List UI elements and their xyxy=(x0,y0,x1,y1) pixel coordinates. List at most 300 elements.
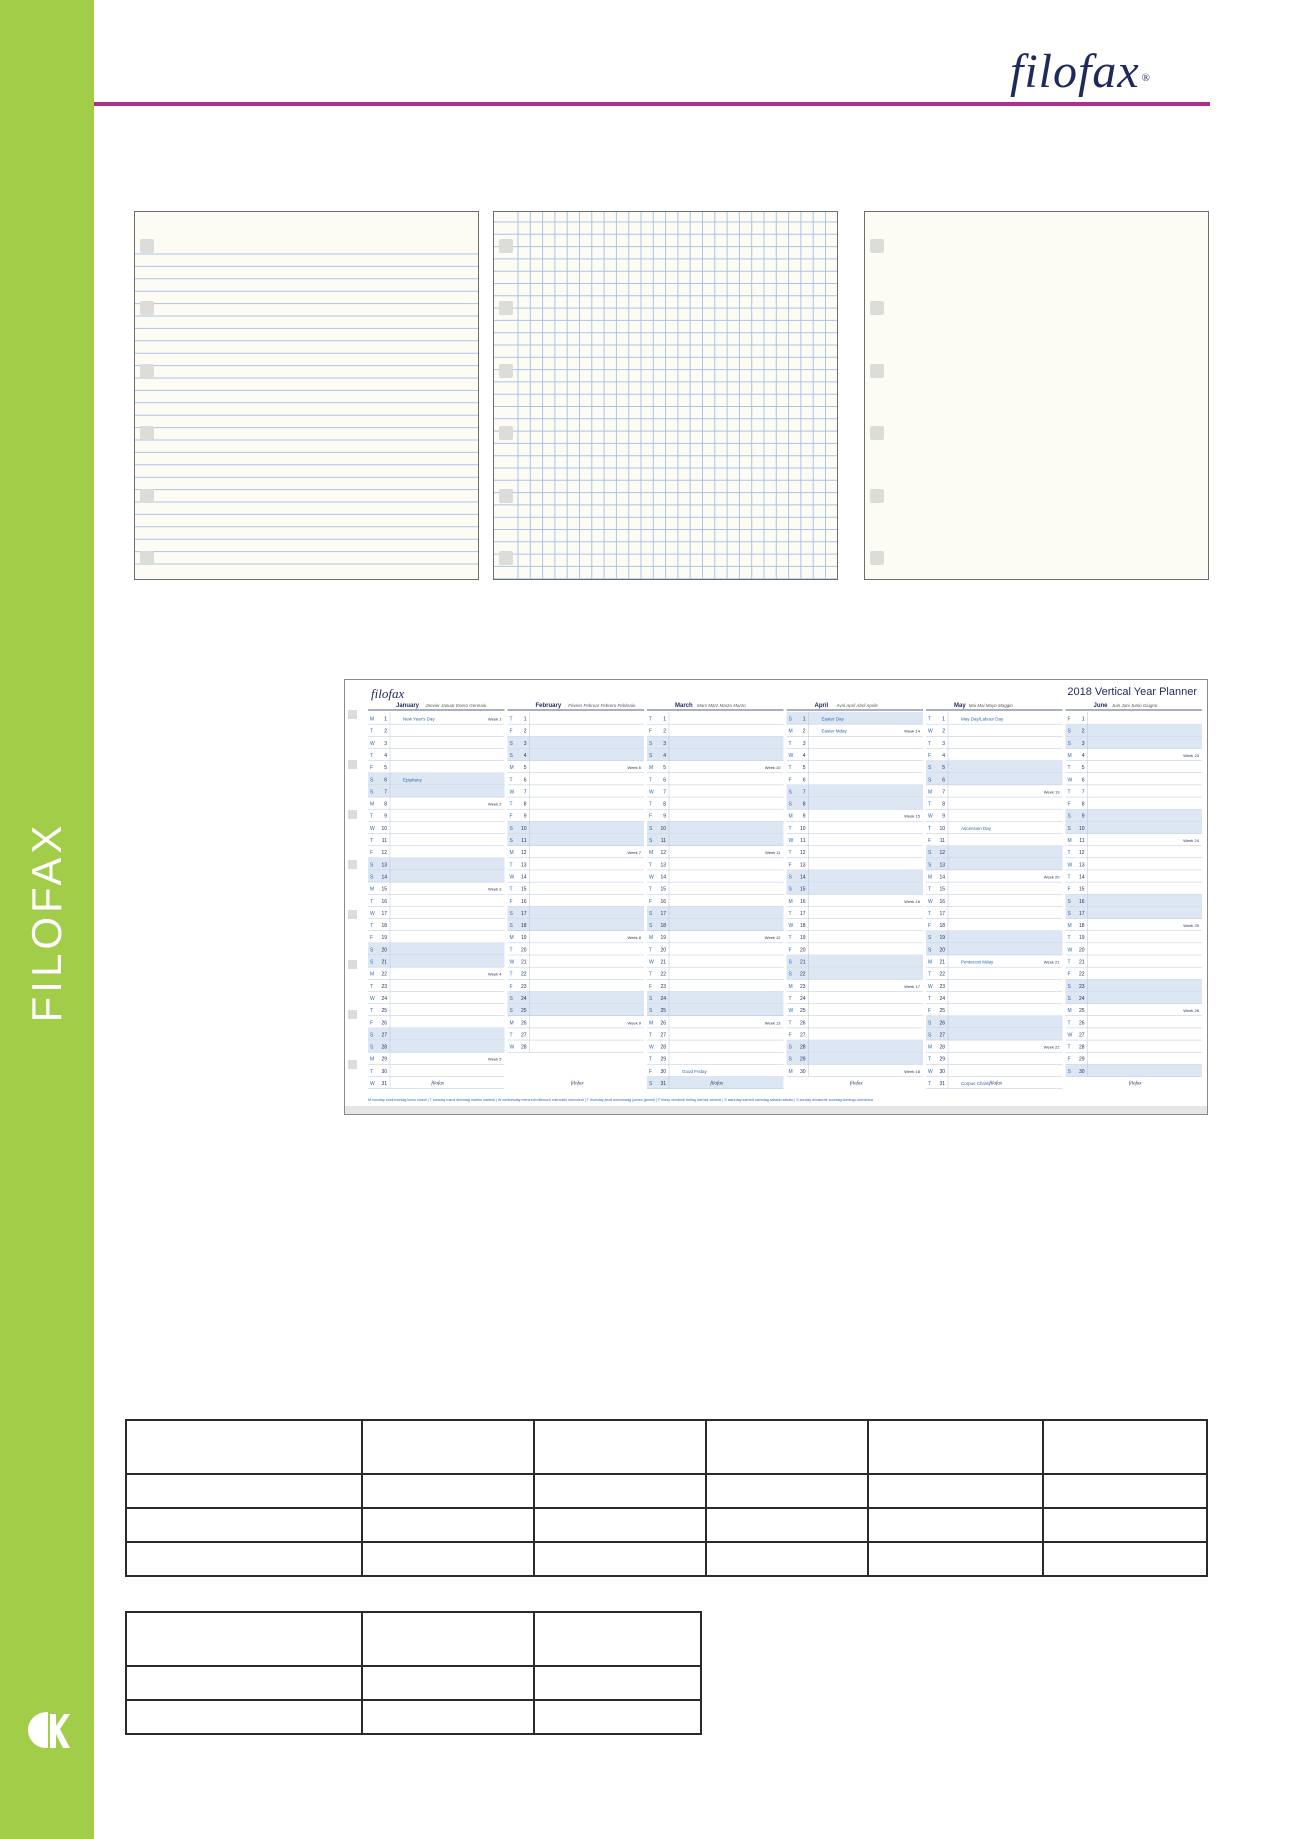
day-number: 19 xyxy=(520,935,527,942)
day-letter: T xyxy=(1067,1044,1071,1051)
table-cell xyxy=(362,1700,534,1734)
day-letter: S xyxy=(1067,813,1071,820)
table-cell xyxy=(706,1542,868,1576)
day-letter: F xyxy=(788,947,792,954)
day-number: 29 xyxy=(660,1056,666,1063)
punch-hole xyxy=(499,301,513,315)
day-number: 27 xyxy=(799,1032,806,1039)
day-letter: F xyxy=(649,1068,653,1075)
day-number: 12 xyxy=(799,850,806,857)
day-letter: T xyxy=(788,1020,792,1027)
day-letter: W xyxy=(370,740,375,747)
day-number: 5 xyxy=(942,765,945,772)
day-letter: F xyxy=(649,983,653,990)
day-letter: M xyxy=(928,874,933,881)
day-letter: W xyxy=(928,1068,933,1075)
day-letter: M xyxy=(1067,838,1072,844)
day-letter: T xyxy=(370,728,374,735)
day-number: 15 xyxy=(799,886,806,893)
day-number: 15 xyxy=(381,886,387,893)
day-number: 1 xyxy=(523,716,527,723)
week-number: Week 12 xyxy=(764,935,781,941)
day-number: 28 xyxy=(939,1044,945,1051)
planner-grid xyxy=(345,680,1208,1115)
weekend-row xyxy=(368,773,505,785)
day-number: 1 xyxy=(663,716,666,723)
day-number: 27 xyxy=(939,1032,945,1039)
weekend-row xyxy=(368,1028,505,1040)
punch-hole xyxy=(140,551,154,565)
day-letter: T xyxy=(928,716,932,723)
day-number: 16 xyxy=(381,898,387,905)
day-number: 21 xyxy=(799,959,806,966)
day-number: 14 xyxy=(660,874,666,881)
planner-title: 2018 Vertical Year Planner xyxy=(1067,686,1197,698)
day-number: 15 xyxy=(520,886,527,893)
vertical-year-planner xyxy=(344,679,1208,1115)
day-number: 27 xyxy=(1078,1032,1085,1039)
day-letter: T xyxy=(928,995,932,1002)
day-number: 30 xyxy=(660,1068,666,1075)
weekday-legend: M monday lundi montag lunes lunedì | T tuesday mardi dienstag martes martedì | W wednesday mercredi mittwoch miercoles mercoledì | T thursday jeudi donnerstag jueves giovedì | F friday vendredi freitag viernes venerdì | S saturday samedi samstag sabado sabato | S sunday dimanche sonntag domingo domenica xyxy=(368,1098,873,1102)
day-letter: F xyxy=(649,728,653,735)
weekend-row xyxy=(368,1040,505,1052)
month-translations: Mars März Marzo Marzo xyxy=(697,703,746,708)
week-number: Week 5 xyxy=(488,1056,502,1062)
day-letter: S xyxy=(509,923,513,930)
table-cell xyxy=(534,1612,701,1666)
month-translations: Juin Juni Junio Giugno xyxy=(1111,703,1158,708)
punch-hole xyxy=(348,710,357,719)
day-letter: W xyxy=(509,874,515,881)
day-number: 11 xyxy=(521,838,527,844)
day-number: 13 xyxy=(939,862,945,869)
day-number: 5 xyxy=(802,765,806,772)
day-letter: S xyxy=(928,850,932,857)
table-cell xyxy=(706,1420,868,1474)
day-number: 17 xyxy=(1078,910,1085,917)
day-number: 24 xyxy=(939,995,945,1002)
month-name: April xyxy=(814,703,829,709)
day-number: 10 xyxy=(939,825,945,832)
day-number: 6 xyxy=(384,777,387,784)
week-number: Week 19 xyxy=(1043,789,1060,795)
day-letter: F xyxy=(370,1020,374,1027)
day-letter: S xyxy=(509,995,513,1002)
day-letter: T xyxy=(1067,874,1071,881)
day-number: 20 xyxy=(381,947,387,954)
day-letter: S xyxy=(928,947,932,954)
day-number: 25 xyxy=(520,1008,527,1015)
day-number: 18 xyxy=(660,923,666,930)
day-letter: M xyxy=(788,983,793,990)
day-number: 29 xyxy=(799,1056,806,1063)
day-letter: T xyxy=(928,971,932,978)
registered-mark: ® xyxy=(1141,72,1152,84)
day-number: 1 xyxy=(802,716,806,723)
weekend-row xyxy=(926,773,1063,785)
day-letter: W xyxy=(788,923,794,930)
table-cell xyxy=(362,1508,534,1542)
week-number: Week 2 xyxy=(488,801,502,807)
brand-logo xyxy=(1010,44,1151,99)
day-number: 18 xyxy=(520,923,527,930)
week-number: Week 24 xyxy=(1183,838,1199,843)
day-letter: T xyxy=(370,923,374,930)
weekend-row xyxy=(787,1052,924,1064)
day-number: 12 xyxy=(660,850,666,857)
weekend-row xyxy=(787,785,924,797)
day-letter: T xyxy=(928,910,932,917)
day-number: 18 xyxy=(939,923,945,930)
day-number: 20 xyxy=(660,947,666,954)
day-letter: M xyxy=(509,765,514,772)
day-letter: W xyxy=(928,983,933,990)
table-cell xyxy=(126,1700,362,1734)
day-letter: T xyxy=(928,1081,932,1087)
table-cell xyxy=(1043,1508,1207,1542)
day-letter: T xyxy=(370,1068,374,1075)
day-letter: S xyxy=(1067,983,1071,990)
day-number: 24 xyxy=(1078,995,1085,1002)
day-number: 27 xyxy=(660,1032,666,1039)
day-number: 17 xyxy=(660,910,666,917)
table-cell xyxy=(706,1508,868,1542)
day-letter: S xyxy=(1067,1068,1071,1075)
day-letter: W xyxy=(509,789,515,796)
day-letter: T xyxy=(509,971,513,978)
holiday-label: Ascension Day xyxy=(961,825,992,831)
table-cell xyxy=(868,1420,1043,1474)
day-number: 12 xyxy=(520,850,527,857)
weekend-row xyxy=(508,834,645,846)
kn-logo-icon xyxy=(26,1710,70,1750)
punch-hole xyxy=(348,760,357,769)
day-letter: T xyxy=(928,801,932,808)
day-letter: M xyxy=(649,935,654,942)
weekend-row xyxy=(787,797,924,809)
week-number: Week 18 xyxy=(904,1068,920,1074)
day-number: 23 xyxy=(381,983,387,990)
day-letter: T xyxy=(1067,765,1071,772)
day-letter: T xyxy=(509,716,513,723)
day-letter: T xyxy=(788,740,792,747)
day-number: 20 xyxy=(1078,947,1085,954)
day-number: 22 xyxy=(1078,971,1085,978)
plain-paper xyxy=(864,211,1209,580)
weekend-row xyxy=(647,821,784,833)
day-number: 20 xyxy=(939,947,945,954)
day-letter: M xyxy=(1067,1008,1072,1015)
day-letter: S xyxy=(649,1008,653,1015)
holiday-label: New Year's Day xyxy=(403,716,435,722)
weekend-row xyxy=(647,906,784,918)
day-number: 3 xyxy=(942,740,945,747)
day-letter: F xyxy=(1067,971,1071,978)
day-number: 25 xyxy=(660,1008,666,1015)
holiday-label: Easter Mday xyxy=(821,728,847,734)
day-letter: S xyxy=(1067,898,1071,905)
table-cell xyxy=(534,1700,701,1734)
day-number: 23 xyxy=(660,983,666,990)
week-number: Week 14 xyxy=(904,728,920,734)
table-cell xyxy=(126,1542,362,1576)
day-letter: S xyxy=(1067,995,1071,1002)
day-number: 5 xyxy=(1081,765,1085,772)
day-number: 12 xyxy=(381,850,387,857)
day-number: 6 xyxy=(1081,777,1085,784)
day-letter: M xyxy=(370,801,375,808)
day-number: 3 xyxy=(384,740,387,747)
day-number: 6 xyxy=(523,777,527,784)
day-number: 9 xyxy=(942,813,945,820)
day-number: 11 xyxy=(1079,838,1085,844)
footer-logo: filofax xyxy=(849,1081,863,1087)
day-number: 26 xyxy=(660,1020,666,1027)
weekend-row xyxy=(368,943,505,955)
day-letter: S xyxy=(370,862,374,869)
day-letter: F xyxy=(649,813,653,820)
table-cell xyxy=(706,1474,868,1508)
day-number: 28 xyxy=(660,1044,666,1051)
day-number: 25 xyxy=(939,1008,945,1015)
day-letter: T xyxy=(649,862,653,869)
table-cell xyxy=(126,1612,362,1666)
day-number: 9 xyxy=(1081,813,1085,820)
day-letter: S xyxy=(788,886,792,893)
day-number: 10 xyxy=(1078,825,1085,832)
week-number: Week 20 xyxy=(1043,874,1060,880)
day-letter: W xyxy=(509,1044,515,1051)
day-letter: S xyxy=(649,838,653,844)
day-number: 19 xyxy=(799,935,806,942)
weekend-row xyxy=(647,834,784,846)
day-number: 14 xyxy=(381,874,387,881)
day-letter: S xyxy=(928,862,932,869)
day-number: 27 xyxy=(520,1032,527,1039)
day-number: 24 xyxy=(381,995,387,1002)
weekend-row xyxy=(1066,821,1203,833)
day-number: 24 xyxy=(799,995,806,1002)
table-cell xyxy=(868,1508,1043,1542)
day-number: 28 xyxy=(381,1044,387,1051)
weekend-row xyxy=(508,906,645,918)
day-number: 15 xyxy=(1078,886,1085,893)
week-number: Week 4 xyxy=(488,971,502,977)
day-letter: M xyxy=(1067,752,1072,759)
day-number: 11 xyxy=(381,838,387,844)
weekend-row xyxy=(1066,736,1203,748)
weekend-row xyxy=(508,991,645,1003)
day-letter: W xyxy=(649,959,654,966)
table-cell xyxy=(534,1420,706,1474)
weekend-row xyxy=(368,870,505,882)
spec-table xyxy=(125,1419,1208,1577)
day-number: 16 xyxy=(660,898,666,905)
week-number: Week 21 xyxy=(1043,959,1060,965)
day-letter: T xyxy=(788,765,792,772)
day-letter: S xyxy=(788,801,792,808)
day-number: 17 xyxy=(520,910,527,917)
day-number: 31 xyxy=(660,1081,666,1087)
month-name: May xyxy=(954,703,966,709)
table-cell xyxy=(534,1474,706,1508)
day-letter: S xyxy=(788,971,792,978)
day-number: 3 xyxy=(523,740,527,747)
day-number: 2 xyxy=(1081,728,1085,735)
day-letter: S xyxy=(370,789,374,796)
day-letter: S xyxy=(788,959,792,966)
week-number: Week 23 xyxy=(1183,752,1199,758)
day-number: 28 xyxy=(520,1044,527,1051)
day-letter: S xyxy=(649,910,653,917)
weekend-row xyxy=(926,1016,1063,1028)
day-letter: T xyxy=(788,995,792,1002)
day-letter: T xyxy=(928,886,932,893)
day-number: 10 xyxy=(381,825,387,832)
day-number: 9 xyxy=(523,813,527,820)
day-number: 21 xyxy=(381,959,387,966)
day-number: 18 xyxy=(1078,923,1085,930)
day-number: 17 xyxy=(799,910,806,917)
day-number: 24 xyxy=(520,995,527,1002)
day-number: 15 xyxy=(660,886,666,893)
day-number: 19 xyxy=(1078,935,1085,942)
day-number: 27 xyxy=(381,1032,387,1039)
day-number: 29 xyxy=(381,1056,387,1063)
day-letter: T xyxy=(649,1032,653,1039)
day-letter: T xyxy=(1067,935,1071,942)
day-number: 13 xyxy=(1078,862,1085,869)
table-cell xyxy=(868,1542,1043,1576)
punch-hole xyxy=(870,301,884,315)
day-letter: F xyxy=(370,765,374,772)
day-number: 25 xyxy=(1078,1008,1085,1015)
day-letter: W xyxy=(928,813,933,820)
planner-bottom-strip xyxy=(345,1106,1208,1115)
day-letter: T xyxy=(649,971,653,978)
day-number: 21 xyxy=(939,959,945,966)
day-number: 2 xyxy=(942,728,945,735)
day-letter: F xyxy=(928,1008,932,1015)
day-letter: W xyxy=(928,728,933,735)
day-number: 2 xyxy=(802,728,806,735)
month-name: January xyxy=(396,703,420,709)
week-number: Week 15 xyxy=(904,813,920,819)
day-letter: M xyxy=(928,789,933,796)
week-number: Week 7 xyxy=(627,850,641,856)
day-number: 13 xyxy=(660,862,666,869)
day-number: 3 xyxy=(663,740,666,747)
day-number: 10 xyxy=(660,825,666,832)
day-number: 26 xyxy=(799,1020,806,1027)
day-letter: M xyxy=(509,850,514,857)
day-number: 4 xyxy=(802,752,806,759)
punch-hole xyxy=(499,551,513,565)
day-number: 1 xyxy=(384,716,387,723)
weekend-row xyxy=(1066,894,1203,906)
day-letter: T xyxy=(509,862,513,869)
day-letter: S xyxy=(370,874,374,881)
day-number: 3 xyxy=(1081,740,1085,747)
day-number: 9 xyxy=(663,813,666,820)
weekend-row xyxy=(926,858,1063,870)
month-name: February xyxy=(535,703,562,709)
day-number: 1 xyxy=(942,716,945,723)
day-letter: S xyxy=(788,716,792,723)
day-letter: M xyxy=(928,1044,933,1051)
day-letter: S xyxy=(370,1044,374,1051)
day-letter: M xyxy=(370,971,375,978)
table-cell xyxy=(1043,1542,1207,1576)
weekend-row xyxy=(926,846,1063,858)
day-number: 14 xyxy=(799,874,806,881)
day-letter: S xyxy=(928,777,932,784)
week-number: Week 26 xyxy=(1183,1008,1199,1014)
day-number: 2 xyxy=(663,728,666,735)
week-number: Week 9 xyxy=(627,1020,641,1026)
table-cell xyxy=(534,1508,706,1542)
day-letter: S xyxy=(509,838,513,844)
day-letter: M xyxy=(788,813,793,820)
day-number: 4 xyxy=(1081,752,1085,759)
spec-table-2 xyxy=(125,1611,702,1735)
squared-ruling xyxy=(494,212,837,579)
day-letter: M xyxy=(928,959,933,966)
day-letter: W xyxy=(370,910,375,917)
day-letter: M xyxy=(370,716,375,723)
day-number: 30 xyxy=(939,1068,945,1075)
day-number: 14 xyxy=(1078,874,1085,881)
day-number: 8 xyxy=(802,801,806,808)
footer-logo: filofax xyxy=(989,1081,1003,1087)
day-number: 26 xyxy=(520,1020,527,1027)
day-letter: T xyxy=(788,935,792,942)
day-letter: F xyxy=(370,935,374,942)
day-letter: M xyxy=(788,898,793,905)
table-cell xyxy=(126,1666,362,1700)
table-cell xyxy=(362,1612,534,1666)
month-translations: Mai Mai Mayo Maggio xyxy=(968,703,1013,708)
day-letter: F xyxy=(928,923,932,930)
day-letter: T xyxy=(1067,850,1071,857)
day-letter: F xyxy=(509,728,513,735)
weekend-row xyxy=(926,931,1063,943)
day-number: 2 xyxy=(384,728,387,735)
day-letter: S xyxy=(649,740,653,747)
day-number: 9 xyxy=(802,813,806,820)
day-letter: W xyxy=(370,1081,375,1087)
day-letter: S xyxy=(928,1032,932,1039)
footer-logo: filofax xyxy=(431,1081,445,1087)
day-letter: W xyxy=(370,995,375,1002)
weekend-row xyxy=(1066,724,1203,736)
day-number: 12 xyxy=(939,850,945,857)
day-letter: M xyxy=(788,1068,793,1075)
day-letter: M xyxy=(370,886,375,893)
day-number: 7 xyxy=(663,789,666,796)
day-letter: F xyxy=(509,898,513,905)
day-number: 11 xyxy=(660,838,666,844)
month-translations: Janvier Januar Enero Gennaio xyxy=(425,703,487,708)
day-letter: T xyxy=(370,813,374,820)
day-number: 8 xyxy=(942,801,945,808)
day-letter: F xyxy=(928,752,932,759)
week-number: Week 10 xyxy=(764,765,781,771)
weekend-row xyxy=(1066,906,1203,918)
day-number: 16 xyxy=(799,898,806,905)
holiday-label: May Day/Labour Day xyxy=(961,716,1004,722)
